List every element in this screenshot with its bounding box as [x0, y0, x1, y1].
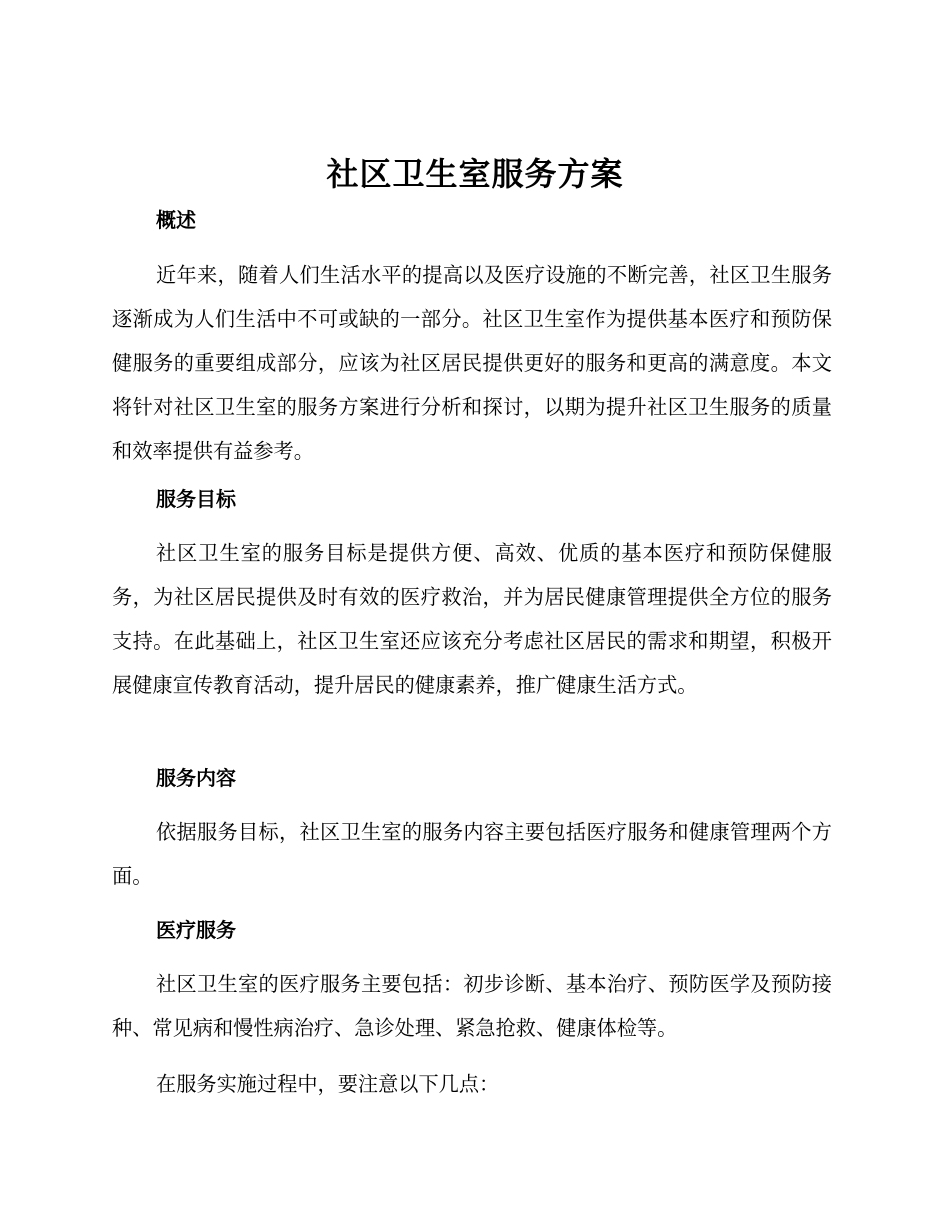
- medical-services-notes-intro: 在服务实施过程中，要注意以下几点：: [156, 1072, 500, 1096]
- section-heading-medical-services: 医疗服务: [156, 918, 236, 942]
- document-title: 社区卫生室服务方案: [326, 155, 624, 193]
- medical-services-paragraph: 社区卫生室的医疗服务主要包括：初步诊断、基本治疗、预防医学及预防接种、常见病和慢性病治疗、急诊处理、紧急抢救、健康体检等。: [112, 972, 832, 1040]
- service-content-paragraph: 依据服务目标，社区卫生室的服务内容主要包括医疗服务和健康管理两个方面。: [112, 820, 832, 888]
- overview-paragraph: 近年来，随着人们生活水平的提高以及医疗设施的不断完善，社区卫生服务逐渐成为人们生活中不可或缺的一部分。社区卫生室作为提供基本医疗和预防保健服务的重要组成部分，应该为社区居民提供更好的服务和更高的满意度。本文将针对社区卫生室的服务方案进行分析和探讨，以期为提升社区卫生服务的质量和效率提供有益参考。: [112, 263, 832, 463]
- section-heading-service-content: 服务内容: [156, 766, 236, 790]
- section-heading-overview: 概述: [156, 208, 196, 232]
- service-goals-paragraph: 社区卫生室的服务目标是提供方便、高效、优质的基本医疗和预防保健服务，为社区居民提供及时有效的医疗救治，并为居民健康管理提供全方位的服务支持。在此基础上，社区卫生室还应该充分考虑社区居民的需求和期望，积极开展健康宣传教育活动，提升居民的健康素养，推广健康生活方式。: [112, 541, 832, 697]
- section-heading-service-goals: 服务目标: [156, 487, 236, 511]
